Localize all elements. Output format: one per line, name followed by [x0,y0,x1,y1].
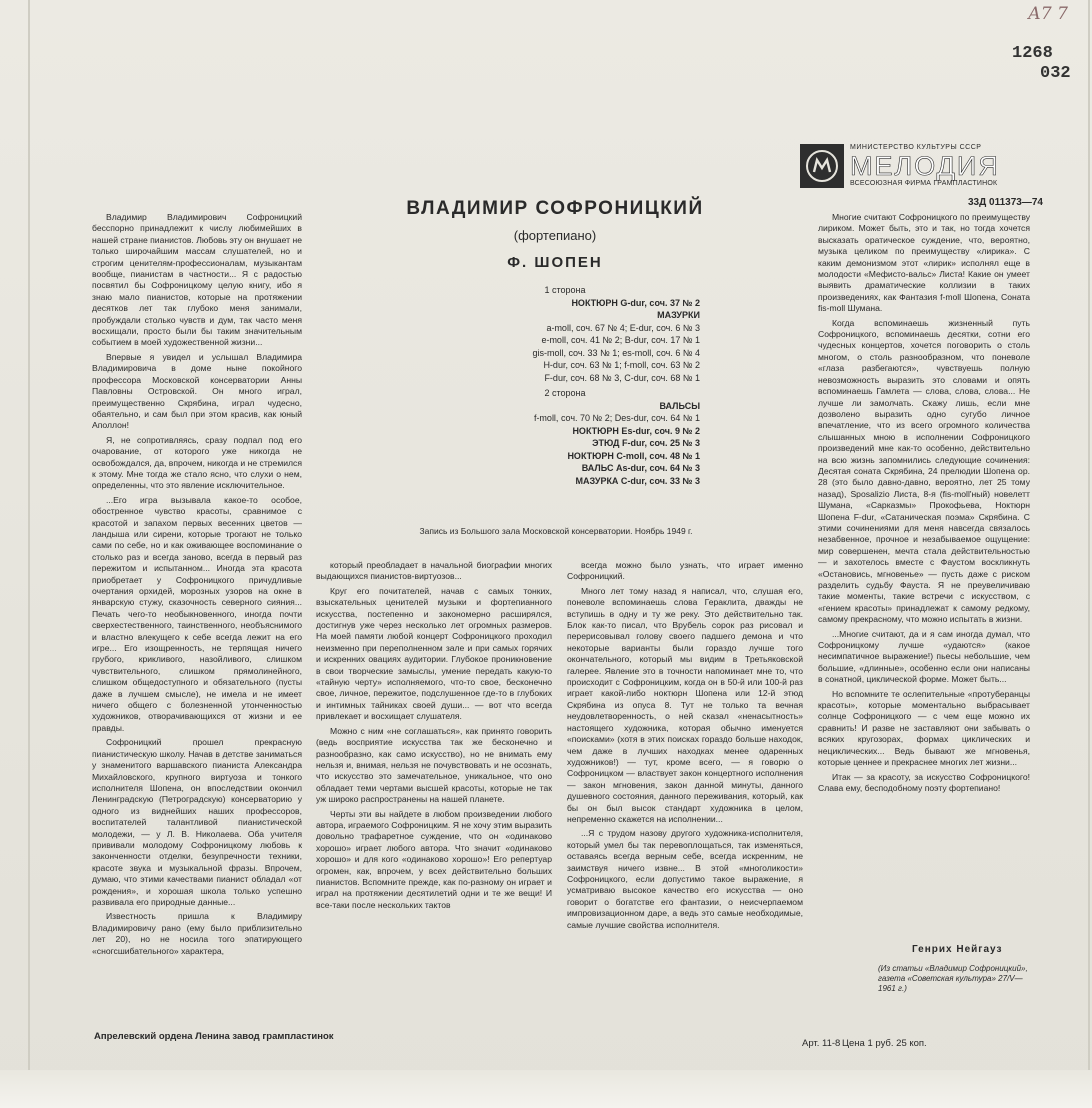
composer: Ф. ШОПЕН [507,254,603,271]
factory-name: Апрелевский ордена Ленина завод грампластинок [94,1031,334,1042]
essay-paragraph: Но вспомните те ослепительные «протуберанцы красоты», которые моментально выбрасывает солнце Софроницкого — с чем еще можно их сравнить! И разве не заставляют они забывать о всяких кругозорах, формах циклических и нециклических... Ведь бывают же мгновенья, которые ценнее и прекраснее многих лет жизни... [818,688,1030,768]
program-line: НОКТЮРН C-moll, соч. 48 № 1 [567,450,700,461]
logo-ministry-line: МИНИСТЕРСТВО КУЛЬТУРЫ СССР [850,144,982,151]
author-signature: Генрих Нейгауз [912,944,1003,955]
essay-paragraph: Черты эти вы найдете в любом произведении любого автора, играемого Софроницким. Я не хочу этим выразить довольно трафаретное суждение, что он «одинаково хорошо» играет любого автора. Что значит «одинаково хорошо» и для кого «одинаково хорошо»! Его репертуар огромен, как, впрочем, у всех действительно больших пианистов. Вспомните прежде, как по-разному он играет и играл на протяжении десятилетий одни и те же вещи! И все-таки после нескольких тактов [316,808,552,910]
side1-label: 1 сторона [544,285,586,295]
handwritten-mark: А7 7 [1028,4,1068,24]
catalog-number: 33Д 011373—74 [968,197,1043,208]
instrument: (фортепиано) [513,228,597,243]
program-line: МАЗУРКА C-dur, соч. 33 № 3 [575,475,700,486]
program-line: ЭТЮД F-dur, соч. 25 № 3 [592,438,700,448]
article-code: Арт. 11-8 [802,1038,841,1049]
artist-name: ВЛАДИМИР СОФРОНИЦКИЙ [406,198,704,219]
program-line: gis-moll, соч. 33 № 1; es-moll, соч. 6 № 4 [532,347,700,358]
recording-note: Запись из Большого зала Московской консерватории. Ноябрь 1949 г. [419,526,693,536]
bottom-band [0,1070,1092,1108]
program-line: НОКТЮРН Es-dur, соч. 9 № 2 [572,425,700,436]
program-line: e-moll, соч. 41 № 2; B-dur, соч. 17 № 1 [541,335,700,345]
essay-paragraph: Итак — за красоту, за искусство Софроницкого! Слава ему, бесподобному поэту фортепиано! [818,771,1030,793]
stamp-number-1: 1268 [1012,44,1053,63]
program-list [430,284,700,487]
essay-paragraph: Когда вспоминаешь жизненный путь Софроницкого, вспоминаешь десятки, сотни его чудесных концертов, хочется поговорить о столь многом, о столь разнообразном, что поневоле «глаза разбегаются», чувствуешь полную невозможность выразить это словами и опять вспоминаешь Гамлета — слова, слова, слова... Не лучше ли замолчать. Скажу лишь, если мне дозволено выразить одно сугубо личное впечатление, что из всего огромного количества слышанных мною в исполнении Софроницкого произведений мне как-то особенно, действительно на всю жизнь запомнились следующие сочинения: Десятая соната Скрябина, 24 прелюдии Шопена ор. 28 (это было давно-давно, вероятно, лет 25 тому назад), Sposalizio Листа, 8-я (fis-moll'ный) новелетт Шумана, «Сарказмы» Прокофьева, Ноктюрн Шопена F-dur, «Сатаническая поэма» Скрябина. С этими сочинениями для меня навсегда связалось незабвенное, прочное и незабываемое ощущение: мир совершенен, мечта стала действительностью — и захотелось вместе с Фаустом воскликнуть «Остановись, мгновенье» — пусть даже с риском разделить судьбу Фауста. Я не преувеличиваю такие моменты, такие встречи с искусством, с «гением красоты» принадлежат к самому редкому, самому прекрасному, что можно испытать в жизни. [818,317,1030,625]
essay-column-2 [316,560,552,911]
essay-paragraph: всегда можно было узнать, что играет именно Софроницкий. [567,560,803,582]
side2-label: 2 сторона [544,388,586,398]
program-line: ВАЛЬС As-dur, соч. 64 № 3 [581,463,700,473]
melodiya-logo [800,144,1090,188]
essay-paragraph: Владимир Владимирович Софроницкий бесспорно принадлежит к числу любимейших в нашей стране пианистов. Любовь эту он внушает не только широчайшим массам слушателей, но и строгим ценителям-профессионалам, музыкантам вообще, пианистам в частности... Я с радостью посвятил бы Софроницкому целую книгу, ибо я знаю мало пианистов, которые на протяжении десятков лет так глубоко меня занимали, пробуждали столько чувств и дум, так часто меня восхищали, просто были бы таким значительным событием в моей художественной жизни... [92,212,302,348]
essay-paragraph: Впервые я увидел и услышал Владимира Владимировича в доме ныне покойного профессора Московской консерватории Анны Павловны Островской. Он много играл, преимущественно Скрябина, играл чудесно, обаятельно, и сам был при этом красив, как юный Аполлон! [92,351,302,431]
essay-paragraph: ...Я с трудом назову другого художника-исполнителя, который умел бы так перевоплощаться, так изменяться, оставаясь всегда верным себе, всегда искренним, не заимствуя ничего извне... В этой «многоликости» Софроницкого, если допустимо такое выражение, я усматриваю высокое качество его искусства — оно говорит о богатстве его фантазии, о неисчерпаемом импровизационном даре, а ведь это самые необходимые, самые лучшие свойства исполнителя. [567,828,803,930]
essay-paragraph: Известность пришла к Владимиру Владимировичу рано (ему было приблизительно лет 20), но не носила того эпатирующего «сногсшибательного» характера, [92,911,302,956]
essay-paragraph: ...Многие считают, да и я сам иногда думал, что Софроницкому лучше «удаются» (какое несимпатичное выражение!) пьесы небольшие, чем большие, «длинные», особенно если они написаны в сонатной, циклической форме. Может быть... [818,628,1030,685]
essay-paragraph: Много лет тому назад я написал, что, слушая его, поневоле вспоминаешь слова Гераклита, дважды не вступишь в одну и ту же реку. Это действительно так. Блок как-то писал, что Врубель сорок раз рисовал и перерисовывал голову своего падшего демона и что некоторые варианты были гораздо лучше того окончательного, который мы видим в Третьяковской галерее. Явление это в точности напоминает мне то, что происходит с Софроницким, когда он в 50-й или 100-й раз играет какой-либо ноктюрн Шопена или 12-й этюд Скрябина из опуса 8. Тут не только та вечная неудовлетворенность, о ней сказал «ненасытность» настоящего художника, которая обычно именуется «поисками» (хотя в этих поисках гораздо больше находок, чем даже в лучших находках менее одаренных художников!) — тут, кроме всего, — я говорю о Софроницком — властвует закон концертного исполнения — закон мгновения, закон данной минуты, данного душевного состояния, данного переживания, который, как бы он был высок стандарт художника в целом, непременно скажется на исполнении... [567,585,803,824]
essay-column-4 [818,212,1030,794]
essay-paragraph: ...Его игра вызывала какое-то особое, обостренное чувство красоты, сравнимое с красотой и запахом первых весенних цветов — ландыша или сирени, которые трогают не только сами по себе, но и как оживающее воспоминание о столько раз и всегда заново, всегда в первый раз пережитом и испытанном... Иногда эта красота приобретает у Софроницкого причудливые очертания орхидей, морозных узоров на окне в январскую стужу, сказочность северного сияния... Печать чего-то необыкновенного, иногда почти сверхестественного, таинственного, необъяснимого и властно влекущего к себе всегда лежит на его игре... Его изощренность, не терпящая ничего грубого, крикливого, назойливого, слишком чувствительного, слишком прямолинейного, слишком общедоступного и обязательного (пусты даже в лучшем смысле), не имела и не имеет ничего общего с болезненной утонченностью художников, отворачивающихся от жизни и ее правды. [92,494,302,733]
essay-paragraph: Круг его почитателей, начав с самых тонких, взыскательных ценителей музыки и фортепианного искусства, постепенно и закономерно расширялся, достигнув уже через несколько лет огромных размеров. На моей памяти любой концерт Софроницкого проходил неизменно при переполненном зале и при самых горячих и искренних овациях аудитории. Глубокое проникновение в свои творческие замыслы, умение передать какую-то «тайную черту» исполняемого, что-то свое, бесконечно свое, личное, пережитое, подслушенное где-то в глубоких и интимных тайниках своей души... — вот что всегда привлекает и восхищает слушателя. [316,585,552,722]
left-edge-line [28,0,30,1108]
program-line: H-dur, соч. 63 № 1; f-moll, соч. 63 № 2 [543,360,700,370]
essay-paragraph: Многие считают Софроницкого по преимуществу лириком. Может быть, это и так, но тогда хочется высказать оратическое суждение, что, вероятно, музыка целиком по преимуществу «лирика». С каким демонизмом этот «лирик» исполнял еще в молодости «Мефисто-вальс» Листа! Какие он умеет выявить драматические коллизии в таких произведениях, как Фантазия f-moll Шопена, Соната fis-moll Шумана. [818,212,1030,314]
logo-firm-line: ВСЕСОЮЗНАЯ ФИРМА ГРАМПЛАСТИНОК [850,180,998,187]
program-line: МАЗУРКИ [657,310,700,320]
essay-column-3 [567,560,803,931]
essay-paragraph: Софроницкий прошел прекрасную пианистическую школу. Начав в детстве заниматься у знаменитого варшавского пианиста Александра Михайловского, крупного виртуоза и тонкого исполнителя Шопена, он впоследствии окончил Ленинградскую (Петроградскую) консерваторию у одного из виднейших наших профессоров, воспитателей талантливой пианистической молодежи, — у Л. В. Николаева. Оба учителя прививали молодому Софроницкому любовь к законченности отделки, безупречности техники, красоте звука и музыкальной фразы. Впрочем, думаю, что этими качествами пианист обладал «от рождения», и хорошая школа только успешно развивала его природные данные... [92,737,302,907]
program-line: ВАЛЬСЫ [659,400,700,411]
program-line: НОКТЮРН G-dur, соч. 37 № 2 [571,297,700,308]
essay-paragraph: Можно с ним «не соглашаться», как принято говорить (ведь восприятие искусства так же бесконечно и разнообразно, как само искусство), но не внимать ему нельзя и, внимая, нельзя не почувствовать и не осознать, что искусство это замечательное, уникальное, что оно обладает теми чертами высшей красоты, которые не так уж широко распространены на нашей планете. [316,725,552,805]
essay-paragraph: Я, не сопротивляясь, сразу подпал под его очарование, от которого уже никогда не освобождался, да, впрочем, никогда и не стремился к этому. Мне тогда же стало ясно, что слухи о нем, определенны, что это явление исключительное. [92,434,302,491]
program-line: a-moll, соч. 67 № 4; E-dur, соч. 6 № 3 [546,322,700,333]
logo-wordmark: МЕЛОДИЯ [850,151,1000,181]
program-line: f-moll, соч. 70 № 2; Des-dur, соч. 64 № 1 [533,413,700,423]
stamp-number-2: 032 [1040,64,1071,83]
essay-column-1 [92,212,302,957]
source-citation: (Из статьи «Владимир Софроницкий», газета «Советская культура» 27/V—1961 г.) [878,964,1028,993]
melodiya-emblem-icon [800,144,844,188]
essay-paragraph: который преобладает в начальной биографии многих выдающихся пианистов-виртуозов... [316,560,552,582]
price: Цена 1 руб. 25 коп. [842,1038,927,1049]
program-line: F-dur, соч. 68 № 3, C-dur, соч. 68 № 1 [544,372,700,383]
